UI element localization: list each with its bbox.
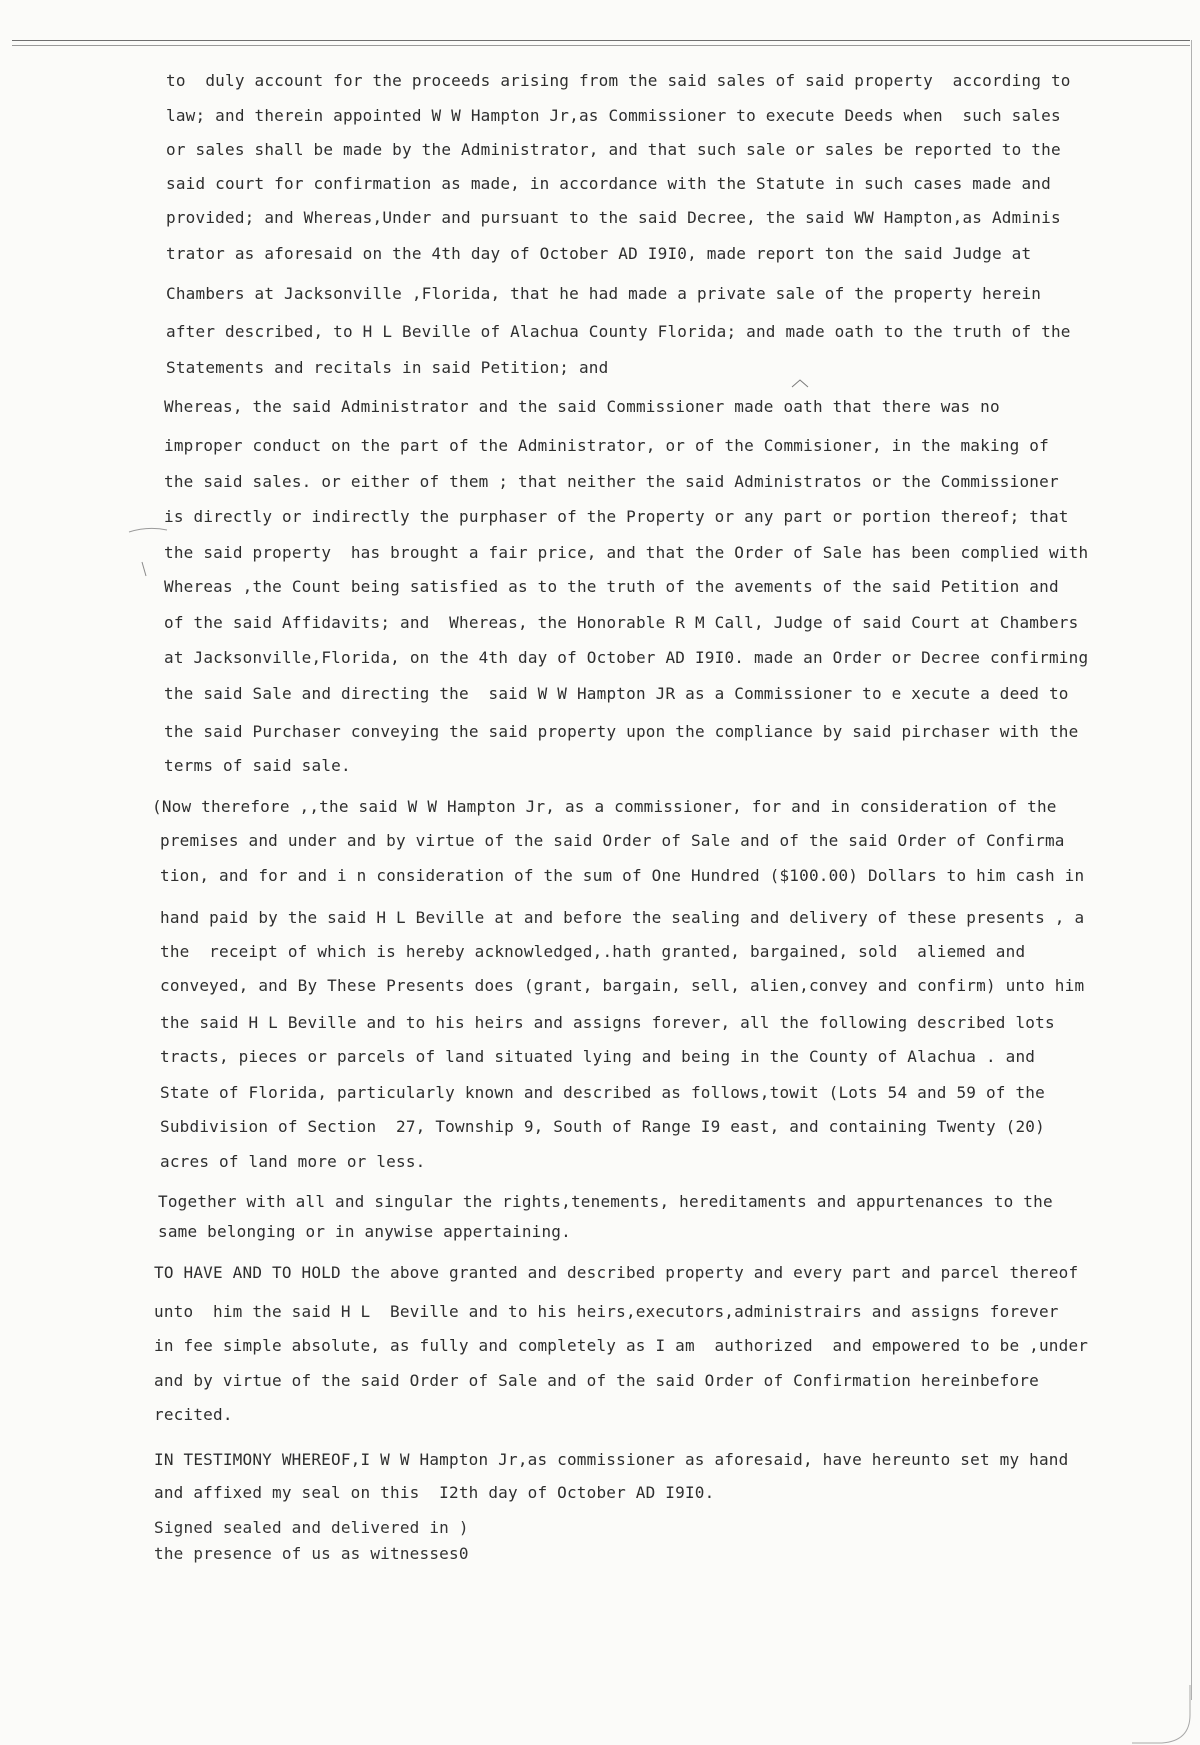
text-line: the receipt of which is hereby acknowledged,.hath granted, bargained, sold aliemed and <box>160 942 1026 961</box>
text-line: in fee simple absolute, as fully and completely as I am authorized and empowered to be ,under <box>154 1336 1089 1355</box>
text-line: terms of said sale. <box>164 756 351 775</box>
text-line: and by virtue of the said Order of Sale and of the said Order of Confirmation hereinbefore <box>154 1371 1039 1390</box>
text-line: at Jacksonville,Florida, on the 4th day of October AD I9I0. made an Order or Decree confirming <box>164 648 1089 667</box>
text-line: the presence of us as witnesses0 <box>154 1544 469 1563</box>
text-line: premises and under and by virtue of the said Order of Sale and of the said Order of Confirma <box>160 831 1065 850</box>
text-line: Chambers at Jacksonville ,Florida, that he had made a private sale of the property herein <box>166 284 1042 303</box>
text-line: law; and therein appointed W W Hampton Jr,as Commissioner to execute Deeds when such sales <box>166 106 1061 125</box>
text-line: after described, to H L Beville of Alachua County Florida; and made oath to the truth of the <box>166 322 1071 341</box>
text-line: State of Florida, particularly known and described as follows,towit (Lots 54 and 59 of the <box>160 1083 1045 1102</box>
text-line: said court for confirmation as made, in accordance with the Statute in such cases made and <box>166 174 1051 193</box>
text-line: the said Purchaser conveying the said property upon the compliance by said pirchaser with the <box>164 722 1079 741</box>
text-line: (Now therefore ,,the said W W Hampton Jr, as a commissioner, for and in consideration of the <box>152 797 1057 816</box>
text-line: is directly or indirectly the purphaser of the Property or any part or portion thereof; that <box>164 507 1069 526</box>
text-line: same belonging or in anywise appertaining. <box>158 1222 571 1241</box>
text-line: Subdivision of Section 27, Township 9, South of Range I9 east, and containing Twenty (20) <box>160 1117 1045 1136</box>
text-line: or sales shall be made by the Administrator, and that such sale or sales be reported to the <box>166 140 1061 159</box>
text-line: the said H L Beville and to his heirs and assigns forever, all the following described lots <box>160 1013 1055 1032</box>
text-line: to duly account for the proceeds arising from the said sales of said property according to <box>166 71 1071 90</box>
text-line: unto him the said H L Beville and to his heirs,executors,administrairs and assigns forever <box>154 1302 1059 1321</box>
text-line: and affixed my seal on this I2th day of October AD I9I0. <box>154 1483 715 1502</box>
text-line: TO HAVE AND TO HOLD the above granted and described property and every part and parcel thereof <box>154 1263 1079 1282</box>
text-line: tion, and for and i n consideration of the sum of One Hundred ($100.00) Dollars to him cash in <box>160 866 1085 885</box>
text-line: the said property has brought a fair price, and that the Order of Sale has been complied with <box>164 543 1089 562</box>
text-line: Together with all and singular the rights,tenements, hereditaments and appurtenances to the <box>158 1192 1053 1211</box>
text-line: the said sales. or either of them ; that neither the said Administratos or the Commissioner <box>164 472 1059 491</box>
text-line: Whereas, the said Administrator and the said Commissioner made oath that there was no <box>164 397 1000 416</box>
text-line: recited. <box>154 1405 233 1424</box>
text-line: Signed sealed and delivered in ) <box>154 1518 469 1537</box>
caret-mark <box>790 378 810 390</box>
margin-scratch <box>128 524 168 536</box>
text-line: tracts, pieces or parcels of land situated lying and being in the County of Alachua . and <box>160 1047 1036 1066</box>
text-line: provided; and Whereas,Under and pursuant to the said Decree, the said WW Hampton,as Adminis <box>166 208 1061 227</box>
text-line: conveyed, and By These Presents does (grant, bargain, sell, alien,convey and confirm) unto him <box>160 976 1085 995</box>
text-line: the said Sale and directing the said W W Hampton JR as a Commissioner to e xecute a deed to <box>164 684 1069 703</box>
text-line: Statements and recitals in said Petition; and <box>166 358 609 377</box>
text-line: IN TESTIMONY WHEREOF,I W W Hampton Jr,as commissioner as aforesaid, have hereunto set my hand <box>154 1450 1069 1469</box>
text-line: trator as aforesaid on the 4th day of October AD I9I0, made report ton the said Judge at <box>166 244 1032 263</box>
text-line: hand paid by the said H L Beville at and before the sealing and delivery of these presents , a <box>160 908 1085 927</box>
text-line: acres of land more or less. <box>160 1152 426 1171</box>
text-line: of the said Affidavits; and Whereas, the Honorable R M Call, Judge of said Court at Chambers <box>164 613 1079 632</box>
text-line: improper conduct on the part of the Administrator, or of the Commisioner, in the making of <box>164 436 1049 455</box>
stray-mark <box>140 560 150 580</box>
text-line: Whereas ,the Count being satisfied as to the truth of the avements of the said Petition and <box>164 577 1059 596</box>
